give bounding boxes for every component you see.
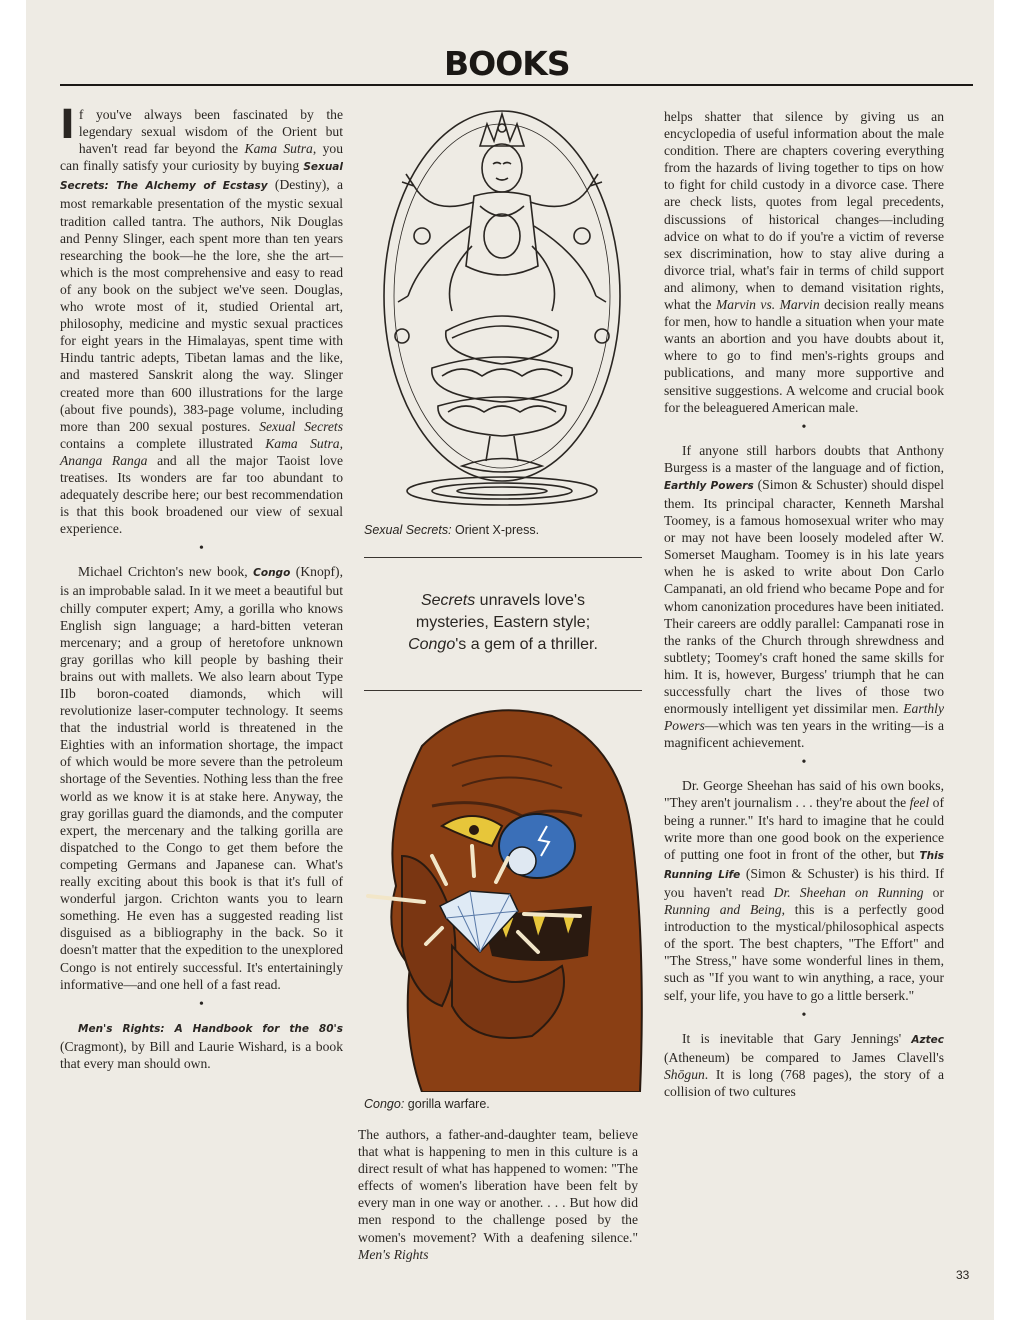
section-bullet: •: [199, 541, 204, 557]
header-rule: [60, 84, 973, 86]
paragraph-earthly-powers: If anyone still harbors doubts that Anthony Burgess is a master of the language and of fiction, Earthly Powers (Simon & Schuster) should dispel them. Its principal character, Kenneth Marshal Toomey, is a famous homosexual writer who may or may not have been loosely modeled after W. Somerset Maugham. Toomey is in his late years when he is asked to write about Don Carlo Campanati, an old friend who became Pope and for whom canonization procedures have been initiated. Their careers are oddly parallel: Campanati rose in the ranks of the Church through shrewdness and subtlety; Toomey's craft honed the same skills for him. It is, however, Burgess' triumph that he can successfully chart the lives of those two enormously intelligent yet dissimilar men. Earthly Powers—which was ten years in the writing—is a magnificent achievement.: [664, 442, 944, 751]
section-bullet: •: [199, 996, 204, 1012]
paragraph-mens-rights: Men's Rights: A Handbook for the 80's (Cragmont), by Bill and Laurie Wishard, is a book that every man should own.: [60, 1022, 343, 1071]
section-bullet: •: [801, 1007, 807, 1023]
column-2: [358, 1126, 638, 1263]
gorilla-illustration: [362, 706, 646, 1092]
paragraph-sexual-secrets: If you've always been fascinated by the legendary sexual wisdom of the Orient but haven't read far beyond the Kama Sutra, you can finally satisfy your curiosity by buying Sexual Secrets: The Alchemy of Ecstasy (Destiny), a most remarkable presentation of the mystic sexual tradition called tantra. The authors, Nik Douglas and Penny Slinger, each spent more than ten years researching the book—he the lore, she the art—which is the most comprehensive and easy to read of any book on the subject we've seen. Douglas, who wrote most of it, studied Oriental art, philosophy, medicine and mystic sexual practices for eight years in the Himalayas, spent time with Hindu tantric adepts, Tibetan lamas and the like, and mastered Sanskrit along the way. Slinger created more than 600 illustrations for the large (about five pounds), 383-page volume, including more than 200 sexual postures. Sexual Secrets contains a complete illustrated Kama Sutra, Ananga Ranga and all the major Taoist love treatises. Its wonders are far too abundant to adequately describe here; our best recommendation is that this book broadened our view of sexual experience.: [60, 102, 344, 537]
deity-illustration: [362, 106, 637, 518]
paragraph-mens-rights-cont: The authors, a father-and-daughter team, believe that what is happening to men in this culture is a direct result of what has happened to women: "The effects of women's liberation have been felt by every man in one way or another. . . . But how did men respond to the challenge posed by the women's movement? With a deafening silence." Men's Rights: [358, 1127, 638, 1262]
paragraph-running-life: Dr. George Sheehan has said of his own books, "They aren't journalism . . . they're about the feel of being a runner." It's hard to imagine that he could write more than one good book on the experience of putting one foot in front of the other, but This Running Life (Simon & Schuster) is his third. If you haven't read Dr. Sheehan on Running or Running and Being, this is a perfectly good introduction to the mystical/philosophical aspects of the sport. The best chapters, "The Effort" and "The Stress," have some wonderful lines in them, such as "If you want to win anything, a race, your self, your life, you have to go a little berserk.": [664, 778, 944, 1003]
paragraph-aztec: It is inevitable that Gary Jennings' Aztec (Atheneum) be compared to James Clavell's Shōgun. It is long (768 pages), the story of a collision of two cultures: [664, 1030, 944, 1099]
page-number: 33: [956, 1268, 970, 1282]
pull-quote-top-rule: [364, 557, 642, 558]
pull-quote: Secrets unravels love's mysteries, Eastern style; Congo's a gem of a thriller.: [408, 592, 598, 653]
column-3: [664, 108, 944, 1100]
book-title: Sexual Secrets: The Alchemy of Ecstasy: [60, 161, 343, 193]
book-title: Men's Rights: A Handbook for the 80's: [78, 1022, 343, 1035]
section-bullet: •: [801, 419, 807, 435]
book-title: Congo: [253, 567, 291, 580]
book-title: This Running Life: [664, 849, 944, 881]
gorilla-caption: Congo: gorilla warfare.: [364, 1097, 490, 1111]
drop-cap: I: [60, 102, 75, 148]
column-1: [60, 102, 344, 1072]
section-bullet: •: [801, 755, 807, 771]
paragraph-congo: Michael Crichton's new book, Congo (Knopf), is an improbable salad. In it we meet a beautiful but chilly computer expert; Amy, a gorilla who knows English sign language; a hard-bitten veteran mercenary; and a group of heretofore unknown gray gorillas who kill people by bashing their brains out with mallets. We also learn about Type IIb boron-coated diamonds, which will revolutionize laser-computer technology. It seems that the industrial world is threatened in the Eighties with an information shortage, the impact of which would be more severe than the petroleum shortage of the Seventies. Nothing less than the free world as we know it is at stake here. Anyway, the gray gorillas guard the diamonds, and the computer expert, the mercenary and the talking gorilla are dispatched to the Congo to get them before the competing Germans and Japanese can. What's really exciting about this book is that it's full of wonderful jargon. Crichton wants you to learn something. He even has a suggested reading list disguised as a bibliography in the back. So it doesn't matter that the expedition to the unexplored Congo is not entirely successful. It's entertainingly informative—and one hell of a fast read.: [60, 564, 343, 992]
pull-quote-bottom-rule: [364, 690, 642, 691]
book-title: Aztec: [911, 1033, 944, 1046]
paragraph-mens-rights-end: helps shatter that silence by giving us an encyclopedia of useful information about the male condition. There are chapters covering everything from the hazards of living together to tips on how to fight for child custody in a divorce case. There are check lists, quotes from legal precedents, discussions of historical changes—including advice on what to do if you're a victim of reverse sex discrimination, how to stay alive during a divorce trial, what's fair in terms of child support and alimony, when to demand visitation rights, what the Marvin vs. Marvin decision really means for men, how to handle a situation when your mate wants an abortion and you have doubts about it, where to go to find men's-rights groups and publications, and many more supportive and sensitive suggestions. A welcome and crucial book for the beleaguered American male.: [664, 109, 944, 415]
book-title: Earthly Powers: [664, 479, 754, 492]
deity-caption: Sexual Secrets: Orient X-press.: [364, 523, 540, 537]
section-title: BOOKS: [444, 44, 570, 83]
